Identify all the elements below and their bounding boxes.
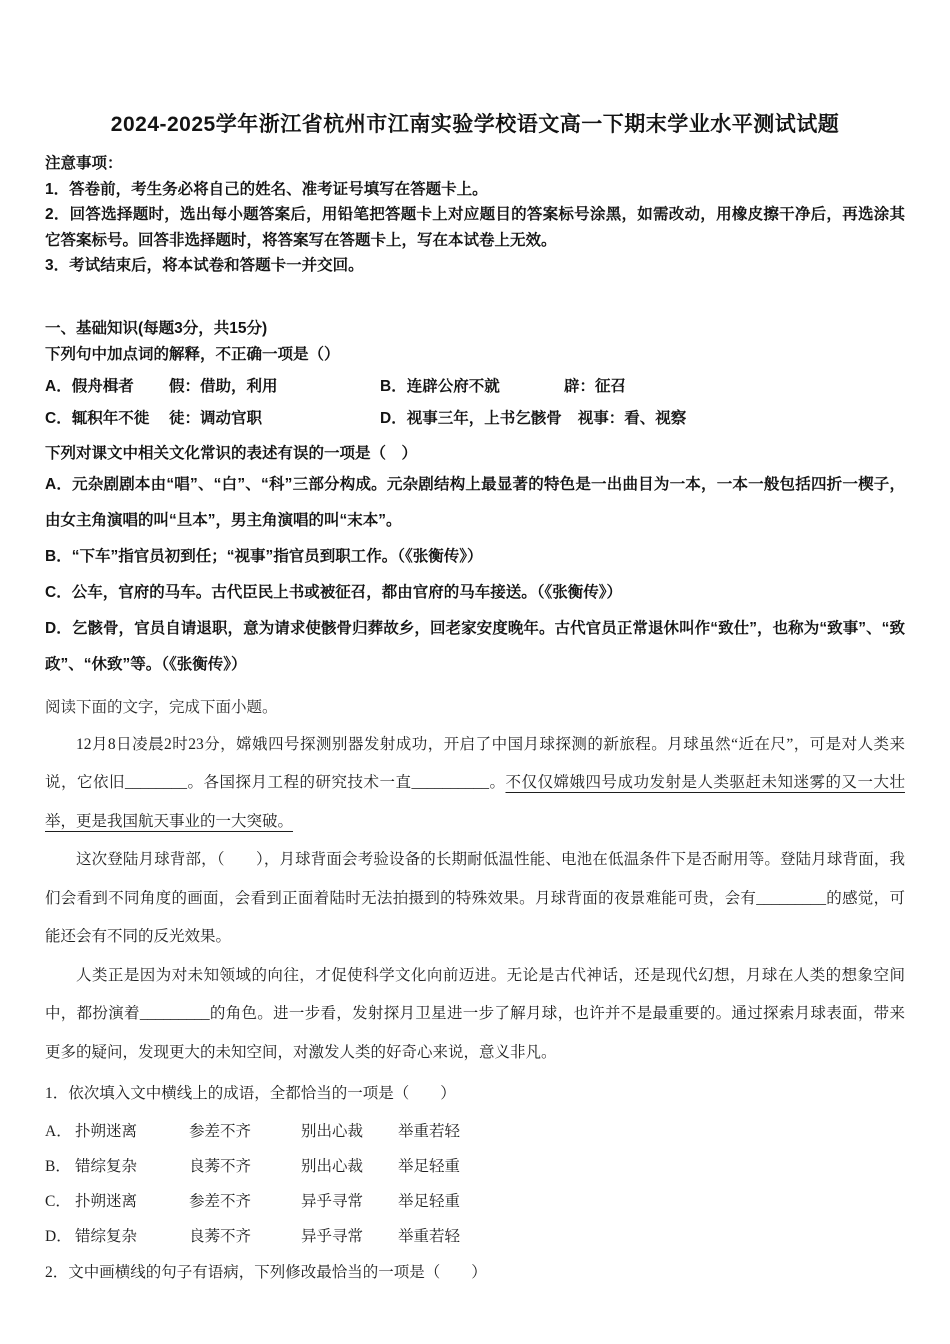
question1-stem: 1．依次填入文中横线上的成语，全都恰当的一项是（ ） xyxy=(45,1085,456,1102)
idiom-word: 举重若轻 xyxy=(398,1123,461,1140)
word-option-b xyxy=(380,374,905,400)
reading-passage xyxy=(45,726,905,1073)
idiom-word: 异乎寻常 xyxy=(301,1228,364,1245)
culture-question-stem: 下列对课文中相关文化常识的表述有误的一项是（ ） xyxy=(45,444,418,462)
word-question-stem: 下列句中加点词的解释，不正确一项是（） xyxy=(45,345,340,363)
word-option-d-phrase: D．视事三年，上书乞骸骨 xyxy=(380,409,562,427)
word-option-row-2 xyxy=(45,406,905,432)
passage-paragraph-3: 人类正是因为对未知领域的向往，才促使科学文化向前迈进。无论是古代神话，还是现代幻想，月球在人类的想象空间中，都扮演着_________的角色。进一步看，发射探月卫星进一步了解月球，也许并不是最重要的。通过探索月球表面，带来更多的疑问，发现更大的未知空间，对激发人类的好奇心来说，意义非凡。 xyxy=(45,966,905,1061)
word-option-c-phrase: C．辄积年不徙 xyxy=(45,409,150,427)
culture-option-d: D．乞骸骨，官员自请退职，意为请求使骸骨归葬故乡，回老家安度晚年。古代官员正常退休叫作“致仕”，也称为“致事”、“致政”、“休致”等。（《张衡传》） xyxy=(45,619,905,673)
notice-heading: 注意事项： xyxy=(45,155,123,172)
idiom-label-a: A． xyxy=(45,1123,72,1140)
blank-line-2: __________ xyxy=(411,774,489,791)
underlined-sentence: 不仅仅嫦娥四号成功发射是人类驱赶未知迷雾的又一大壮举，更是我国航天事业的一大突破。 xyxy=(45,774,905,830)
page-title: 2024-2025学年浙江省杭州市江南实验学校语文高一下期末学业水平测试试题 xyxy=(110,113,840,136)
culture-option-a: A．元杂剧剧本由“唱”、“白”、“科”三部分构成。元杂剧结构上最显著的特色是一出曲目为一本，一本一般包括四折一楔子，由女主角演唱的叫“旦本”，男主角演唱的叫“末本”。 xyxy=(45,475,905,529)
notice-item-2: 2．回答选择题时，选出每小题答案后，用铅笔把答题卡上对应题目的答案标号涂黑，如需改动，用橡皮擦干净后，再选涂其它答案标号。回答非选择题时，将答案写在答题卡上，写在本试卷上无效。 xyxy=(45,206,905,249)
word-option-a xyxy=(45,374,380,400)
idiom-word: 参差不齐 xyxy=(189,1193,252,1210)
idiom-option-row-d xyxy=(45,1224,905,1250)
word-option-d xyxy=(380,406,905,432)
culture-option-c: C．公车，官府的马车。古代臣民上书或被征召，都由官府的马车接送。（《张衡传》） xyxy=(45,583,622,601)
passage-paragraph-2: 这次登陆月球背部，（ ），月球背面会考验设备的长期耐低温性能、电池在低温条件下是否耐用等。登陆月球背面，我们会看到不同角度的画面，会看到正面着陆时无法拍摄到的特殊效果。月球背面的夜景难能可贵，会有_________的感觉，可能还会有不同的反光效果。 xyxy=(45,851,905,945)
idiom-word: 良莠不齐 xyxy=(189,1158,252,1175)
question2-stem: 2．文中画横线的句子有语病，下列修改最恰当的一项是（ ） xyxy=(45,1264,487,1281)
idiom-word: 异乎寻常 xyxy=(301,1193,364,1210)
idiom-option-row-c xyxy=(45,1189,905,1215)
word-option-d-gloss: 视事：看、视察 xyxy=(577,409,687,427)
notice-section xyxy=(45,151,905,279)
idiom-word: 扑朔迷离 xyxy=(75,1123,138,1140)
notice-item-3: 3．考试结束后，将本试卷和答题卡一并交回。 xyxy=(45,257,364,274)
culture-option-b: B．“下车”指官员初到任；“视事”指官员到职工作。（《张衡传》） xyxy=(45,547,483,565)
idiom-option-row-a xyxy=(45,1119,905,1145)
idiom-word: 错综复杂 xyxy=(75,1228,138,1245)
idiom-word: 错综复杂 xyxy=(75,1158,138,1175)
passage-paragraph-1: 12月8日凌晨2时23分，嫦娥四号探测别器发射成功，开启了中国月球探测的新旅程。月球虽然“近在尺”，可是对人类来说，它依旧________。各国探月工程的研究技术一直__________。不仅仅嫦娥四号成功发射是人类驱赶未知迷雾的又一大壮举，更是我国航天事业的一大突破。 xyxy=(45,735,905,830)
idiom-word: 参差不齐 xyxy=(189,1123,252,1140)
idiom-label-d: D． xyxy=(45,1228,72,1245)
word-option-a-gloss: 假：借助，利用 xyxy=(169,377,278,395)
notice-item-1: 1．答卷前，考生务必将自己的姓名、准考证号填写在答题卡上。 xyxy=(45,180,488,198)
idiom-word: 扑朔迷离 xyxy=(75,1193,138,1210)
idiom-word: 良莠不齐 xyxy=(189,1228,252,1245)
section-one-heading: 一、基础知识(每题3分，共15分) xyxy=(45,319,268,337)
idiom-word: 别出心裁 xyxy=(301,1158,364,1175)
idiom-word: 别出心裁 xyxy=(301,1123,364,1140)
word-option-b-phrase: B．连辟公府不就 xyxy=(380,377,500,395)
word-option-row-1 xyxy=(45,374,905,400)
word-option-a-phrase: A．假舟楫者 xyxy=(45,377,134,395)
idiom-label-c: C． xyxy=(45,1193,71,1210)
word-option-b-gloss: 辟：征召 xyxy=(564,377,627,395)
word-option-c xyxy=(45,406,380,432)
idiom-option-row-b xyxy=(45,1154,905,1180)
word-option-c-gloss: 徒：调动官职 xyxy=(169,409,263,427)
idiom-word: 举足轻重 xyxy=(398,1193,461,1210)
idiom-word: 举足轻重 xyxy=(398,1158,461,1175)
culture-options xyxy=(45,467,905,683)
reading-intro: 阅读下面的文字，完成下面小题。 xyxy=(45,698,278,716)
idiom-label-b: B． xyxy=(45,1158,71,1175)
idiom-word: 举重若轻 xyxy=(398,1228,461,1245)
blank-line-1: ________ xyxy=(125,774,187,791)
